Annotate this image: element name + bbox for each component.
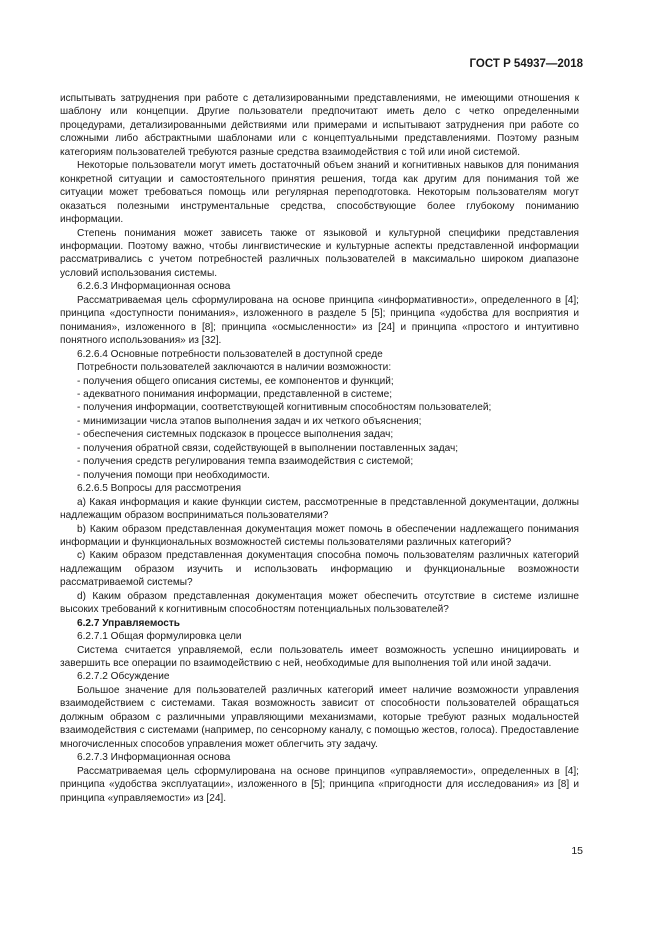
paragraph: Некоторые пользователи могут иметь достаточный объем знаний и когнитивных навыков для понимания конкретной ситуации и самостоятельного принятия решения, тогда как другим для понимания той же ситуации может требоваться помощь или регулярная переподготовка. Некоторым пользователям могут оказаться полезными инструментальные средства, способствующие более глубокому пониманию информации.: [60, 160, 579, 226]
paragraph: b) Каким образом представленная документация может помочь в обеспечении надлежащего понимания информации и функциональных возможностей системы пользователями различных категорий?: [60, 523, 579, 548]
paragraph: - получения обратной связи, содействующей в выполнении поставленных задач;: [77, 442, 459, 454]
paragraph: Степень понимания может зависеть также от языковой и культурной специфики представления информации. Поэтому важно, чтобы лингвистические и культурные аспекты представленной информации рассматривались с учетом потребностей различных пользователей в максимально широком диапазоне условий использования системы.: [60, 227, 579, 279]
paragraph: 6.2.6.3 Информационная основа: [77, 281, 231, 293]
paragraph: - получения информации, соответствующей когнитивным способностям пользователей;: [77, 402, 492, 414]
paragraph: - адекватного понимания информации, представленной в системе;: [77, 388, 393, 400]
paragraph: - получения средств регулирования темпа взаимодействия с системой;: [77, 456, 414, 468]
paragraph: c) Каким образом представленная документация способна помочь пользователям различных категорий надлежащим образом изучить и использовать информацию и функциональные возможности рассматриваемой системы?: [60, 550, 579, 589]
section-heading: 6.2.7 Управляемость: [77, 617, 181, 629]
paragraph: - получения помощи при необходимости.: [77, 469, 270, 481]
paragraph: Большое значение для пользователей различных категорий имеет наличие возможности управления взаимодействием с системами. Такая возможность зависит от способности пользователей обращаться должным образом с различными управляющими механизмами, которые требуют разных модальностей взаимодействия с системами (например, по сенсорному каналу, с помощью жестов, голоса). Предоставление многочисленных способов управления может облегчить эту задачу.: [60, 684, 579, 750]
paragraph: Рассматриваемая цель сформулирована на основе принципов «управляемости», определенных в [4]; принципа «удобства эксплуатации», изложенного в [5]; принципа «пригодности для исследования» из [8] и принципа «управляемости» из [24].: [60, 765, 579, 804]
paragraph: Потребности пользователей заключаются в наличии возможности:: [77, 362, 392, 374]
page-number: 15: [571, 845, 583, 857]
paragraph: - минимизации числа этапов выполнения задач и их четкого объяснения;: [77, 415, 422, 427]
paragraph: - обеспечения системных подсказок в процессе выполнения задач;: [77, 429, 394, 441]
paragraph: Система считается управляемой, если пользователь имеет возможность успешно инициировать и завершить все операции по взаимодействию с ней, необходимые для выполнения той или иной задачи.: [60, 644, 579, 670]
paragraph: 6.2.7.1 Общая формулировка цели: [77, 631, 242, 643]
paragraph: 6.2.6.5 Вопросы для рассмотрения: [77, 483, 242, 495]
paragraph: Рассматриваемая цель сформулирована на основе принципа «информативности», определенного в [4]; принципа «доступности понимания», изложенного в разделе 5 [5]; принципа «удобства для восприятия и понимания», изложенного в [8]; принципа «осмысленности» из [24] и принципа «простого и интуитивно понятного использования» из [32].: [60, 294, 579, 347]
paragraph: 6.2.7.2 Обсуждение: [77, 671, 170, 683]
paragraph: a) Какая информация и какие функции систем, рассмотренные в представленной документации, должны надлежащим образом восприниматься пользователями?: [60, 496, 579, 522]
paragraph: - получения общего описания системы, ее компонентов и функций;: [77, 375, 394, 387]
paragraph: 6.2.7.3 Информационная основа: [77, 752, 231, 764]
paragraph: испытывать затруднения при работе с детализированными представлениями, не имеющими отношения к шаблону или концепции. Другие пользователи предпочитают иметь дело с четко определенными процедурами, детализированными действиями или примерами и испытывают затруднения при работе со сложными либо абстрактными шаблонами или с концептуальными представлениями. Поэтому разным категориям пользователей требуются разные средства взаимодействия с той или иной системой.: [60, 93, 579, 158]
document-header: ГОСТ Р 54937—2018: [469, 58, 583, 70]
paragraph: d) Каким образом представленная документация может обеспечить отсутствие в системе излишне высоких требований к когнитивным способностям потенциальных пользователей?: [60, 590, 579, 616]
document-body: [60, 92, 579, 805]
paragraph: 6.2.6.4 Основные потребности пользователей в доступной среде: [77, 348, 383, 360]
